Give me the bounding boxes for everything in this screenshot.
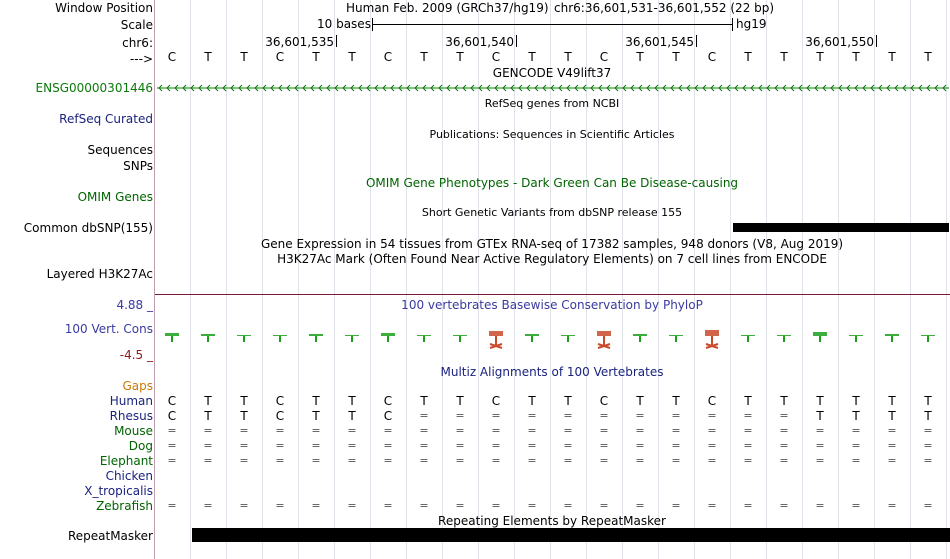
conservation-glyph-icon [301, 328, 331, 352]
alignment-base: = [635, 409, 645, 422]
alignment-base: = [167, 454, 177, 467]
coord-tick-label: 36,601,540 [445, 35, 514, 49]
sequence-base: T [240, 50, 248, 64]
alignment-base: C [491, 394, 501, 408]
alignment-base: = [275, 439, 285, 452]
alignment-base: = [311, 499, 321, 512]
alignment-base: T [564, 394, 572, 408]
h3k27ac-signal-line [155, 294, 950, 295]
species-label[interactable]: Zebrafish [96, 499, 153, 513]
alignment-base: = [203, 499, 213, 512]
alignment-base: = [779, 409, 789, 422]
alignment-base: = [167, 499, 177, 512]
conservation-glyph-icon [625, 328, 655, 352]
alignment-base: = [347, 424, 357, 437]
conservation-glyph-icon [769, 328, 799, 352]
alignment-base: T [888, 409, 896, 423]
alignment-base: C [599, 394, 609, 408]
alignment-base: T [852, 394, 860, 408]
repeatmasker-feature[interactable] [192, 528, 950, 542]
sequence-base: T [204, 50, 212, 64]
alignment-base: = [239, 424, 249, 437]
conservation-glyph-icon [409, 328, 439, 352]
conservation-glyph-icon [913, 328, 943, 352]
gtex-track-title[interactable]: Gene Expression in 54 tissues from GTEx RNA-seq of 17382 samples, 948 donors (V8, Aug 2019) [260, 237, 844, 251]
alignment-base: = [419, 409, 429, 422]
alignment-base: C [167, 409, 177, 423]
sequence-base: C [491, 50, 501, 64]
alignment-base: = [239, 499, 249, 512]
scale-bar-left-cap [372, 18, 373, 31]
conservation-glyph-icon [373, 328, 403, 352]
dbsnp-label[interactable]: Common dbSNP(155) [23, 221, 153, 235]
alignment-base: = [167, 424, 177, 437]
alignment-base: = [383, 499, 393, 512]
alignment-base: = [527, 454, 537, 467]
alignment-base: = [743, 439, 753, 452]
alignment-base: T [528, 394, 536, 408]
sequence-base: C [275, 50, 285, 64]
alignment-base: = [203, 439, 213, 452]
alignment-base: = [923, 454, 933, 467]
alignment-base: = [851, 499, 861, 512]
label-separator [154, 0, 155, 559]
alignment-base: C [275, 409, 285, 423]
sequence-base: T [528, 50, 536, 64]
position-range[interactable]: chr6:36,601,531-36,601,552 (22 bp) [554, 1, 775, 15]
conservation-glyph-icon [157, 328, 187, 352]
conservation-glyph-icon [265, 328, 295, 352]
alignment-base: = [455, 424, 465, 437]
alignment-base: C [383, 394, 393, 408]
sequence-base: T [816, 50, 824, 64]
sequence-base: T [780, 50, 788, 64]
alignment-base: = [887, 499, 897, 512]
alignment-base: = [419, 454, 429, 467]
alignment-base: = [383, 424, 393, 437]
h3k27ac-track-title[interactable]: H3K27Ac Mark (Often Found Near Active Regulatory Elements) on 7 cell lines from ENCODE [277, 252, 827, 266]
alignment-base: = [887, 439, 897, 452]
coord-tick-mark [876, 35, 877, 47]
alignment-base: = [671, 409, 681, 422]
alignment-base: = [707, 439, 717, 452]
alignment-base: = [599, 499, 609, 512]
alignment-base: = [563, 424, 573, 437]
alignment-base: = [563, 499, 573, 512]
alignment-base: T [420, 394, 428, 408]
conservation-glyph-icon [553, 328, 583, 352]
alignment-base: = [203, 454, 213, 467]
assembly-title: Human Feb. 2009 (GRCh37/hg19) [346, 1, 549, 15]
alignment-base: = [743, 454, 753, 467]
alignment-base: T [456, 394, 464, 408]
scale-genome: hg19 [736, 17, 767, 31]
alignment-base: T [780, 394, 788, 408]
gencode-track-title[interactable]: GENCODE V49lift37 [492, 66, 612, 80]
repeatmasker-track-title[interactable]: Repeating Elements by RepeatMasker [438, 514, 666, 528]
conservation-glyph-icon [481, 328, 511, 352]
gencode-gene-feature[interactable] [157, 82, 949, 94]
species-label[interactable]: Human [109, 394, 153, 408]
species-label[interactable]: Mouse [114, 424, 153, 438]
alignment-base: = [563, 454, 573, 467]
alignment-base: T [204, 409, 212, 423]
dbsnp-track-title[interactable]: Short Genetic Variants from dbSNP release 155 [421, 206, 683, 219]
alignment-base: = [923, 424, 933, 437]
conservation-track-title[interactable]: 100 vertebrates Basewise Conservation by PhyloP [401, 298, 703, 312]
conservation-glyph-icon [661, 328, 691, 352]
sequence-base: T [888, 50, 896, 64]
alignment-base: = [275, 424, 285, 437]
species-label[interactable]: Chicken [105, 469, 153, 483]
alignment-base: = [311, 454, 321, 467]
coord-tick-label: 36,601,545 [625, 35, 694, 49]
sequence-base: T [924, 50, 932, 64]
alignment-base: T [744, 394, 752, 408]
multiz-track-title[interactable]: Multiz Alignments of 100 Vertebrates [440, 365, 664, 379]
conservation-glyph-icon [589, 328, 619, 352]
alignment-base: = [167, 439, 177, 452]
alignment-base: = [671, 424, 681, 437]
alignment-base: = [599, 454, 609, 467]
alignment-base: = [599, 424, 609, 437]
alignment-base: = [815, 499, 825, 512]
alignment-base: = [491, 439, 501, 452]
alignment-base: = [383, 439, 393, 452]
sequence-base: T [312, 50, 320, 64]
chrom-label: chr6: [122, 36, 153, 50]
alignment-base: T [348, 394, 356, 408]
sequence-base: T [852, 50, 860, 64]
alignment-base: = [275, 454, 285, 467]
alignment-base: = [347, 454, 357, 467]
alignment-base: = [635, 499, 645, 512]
alignment-base: = [851, 424, 861, 437]
refseq-curated-label[interactable]: RefSeq Curated [59, 112, 153, 126]
sequence-base: C [167, 50, 177, 64]
gaps-label: Gaps [122, 379, 153, 393]
sequence-base: T [564, 50, 572, 64]
alignment-base: = [743, 409, 753, 422]
alignment-base: C [275, 394, 285, 408]
alignment-base: = [455, 439, 465, 452]
conservation-glyph-icon [445, 328, 475, 352]
sequence-base: T [744, 50, 752, 64]
publications-track-title[interactable]: Publications: Sequences in Scientific Articles [429, 128, 675, 141]
alignment-base: = [275, 499, 285, 512]
alignment-base: T [636, 394, 644, 408]
alignment-base: = [635, 454, 645, 467]
alignment-base: T [240, 409, 248, 423]
conservation-glyph-icon [229, 328, 259, 352]
alignment-base: T [312, 409, 320, 423]
alignment-base: = [815, 454, 825, 467]
alignment-base: = [779, 439, 789, 452]
coord-tick-mark [696, 35, 697, 47]
refseq-track-title[interactable]: RefSeq genes from NCBI [484, 97, 620, 110]
alignment-base: = [707, 409, 717, 422]
conservation-glyph-icon [337, 328, 367, 352]
alignment-base: = [635, 439, 645, 452]
conservation-max-label: 4.88 _ [116, 298, 153, 312]
sequence-base: T [636, 50, 644, 64]
conservation-glyph-icon [733, 328, 763, 352]
conservation-glyph-icon [697, 328, 727, 352]
alignment-base: T [348, 409, 356, 423]
coord-tick-label: 36,601,550 [805, 35, 874, 49]
alignment-base: = [923, 499, 933, 512]
species-label[interactable]: Rhesus [109, 409, 153, 423]
alignment-base: = [455, 454, 465, 467]
conservation-glyph-icon [517, 328, 547, 352]
conservation-label[interactable]: 100 Vert. Cons [64, 322, 153, 336]
alignment-base: T [240, 394, 248, 408]
alignment-base: = [527, 439, 537, 452]
alignment-base: = [455, 499, 465, 512]
alignment-base: = [779, 454, 789, 467]
alignment-base: = [239, 454, 249, 467]
alignment-base: = [491, 499, 501, 512]
alignment-base: = [599, 439, 609, 452]
conservation-glyph-icon [805, 328, 835, 352]
alignment-base: C [707, 394, 717, 408]
alignment-base: = [311, 424, 321, 437]
alignment-base: T [816, 409, 824, 423]
species-label[interactable]: X_tropicalis [84, 484, 153, 498]
alignment-base: = [563, 409, 573, 422]
alignment-base: = [491, 424, 501, 437]
gencode-gene-label[interactable]: ENSG00000301446 [35, 81, 153, 95]
repeatmasker-label[interactable]: RepeatMasker [67, 529, 153, 543]
alignment-base: = [743, 424, 753, 437]
conservation-min-label: -4.5 _ [119, 348, 153, 362]
alignment-base: = [491, 454, 501, 467]
window-position-label: Window Position [55, 1, 153, 15]
conservation-glyph-icon [841, 328, 871, 352]
scale-bar-right-cap [732, 18, 733, 31]
h3k27ac-label[interactable]: Layered H3K27Ac [46, 267, 153, 281]
sequences-label[interactable]: Sequences [87, 143, 153, 157]
alignment-base: = [527, 409, 537, 422]
alignment-base: = [563, 439, 573, 452]
species-label[interactable]: Elephant [99, 454, 153, 468]
omim-track-title[interactable]: OMIM Gene Phenotypes - Dark Green Can Be Disease-causing [365, 176, 739, 190]
alignment-base: = [347, 439, 357, 452]
alignment-base: = [383, 454, 393, 467]
alignment-base: C [383, 409, 393, 423]
sequence-base: C [707, 50, 717, 64]
alignment-base: T [204, 394, 212, 408]
omim-genes-label[interactable]: OMIM Genes [77, 190, 153, 204]
alignment-base: = [707, 499, 717, 512]
sequence-base: T [456, 50, 464, 64]
scale-label: Scale [120, 18, 153, 32]
alignment-base: = [779, 424, 789, 437]
alignment-base: = [635, 424, 645, 437]
alignment-base: T [672, 394, 680, 408]
alignment-base: = [815, 439, 825, 452]
alignment-base: T [312, 394, 320, 408]
alignment-base: = [671, 499, 681, 512]
scale-bar-line [372, 24, 733, 25]
alignment-base: = [491, 409, 501, 422]
alignment-base: = [887, 424, 897, 437]
alignment-base: = [599, 409, 609, 422]
scale-bar-label: 10 bases [317, 17, 371, 31]
alignment-base: = [671, 439, 681, 452]
alignment-base: C [167, 394, 177, 408]
snps-label[interactable]: SNPs [123, 159, 153, 173]
alignment-base: = [671, 454, 681, 467]
alignment-base: = [347, 499, 357, 512]
alignment-base: = [311, 439, 321, 452]
alignment-base: = [239, 439, 249, 452]
coord-tick-mark [336, 35, 337, 47]
alignment-base: T [852, 409, 860, 423]
alignment-base: = [707, 454, 717, 467]
alignment-base: = [887, 454, 897, 467]
alignment-base: = [419, 499, 429, 512]
alignment-base: = [527, 499, 537, 512]
sequence-base: T [348, 50, 356, 64]
sequence-base: T [672, 50, 680, 64]
conservation-glyph-icon [877, 328, 907, 352]
conservation-glyph-icon [193, 328, 223, 352]
alignment-base: T [816, 394, 824, 408]
gene-intron-arrows-icon [157, 82, 949, 94]
sequence-base: T [420, 50, 428, 64]
alignment-base: = [815, 424, 825, 437]
species-label[interactable]: Dog [128, 439, 153, 453]
sequence-base: C [599, 50, 609, 64]
alignment-base: = [779, 499, 789, 512]
coord-tick-label: 36,601,535 [265, 35, 334, 49]
alignment-base: T [924, 409, 932, 423]
dbsnp-feature[interactable] [733, 223, 949, 232]
alignment-base: T [888, 394, 896, 408]
alignment-base: T [924, 394, 932, 408]
alignment-base: = [743, 499, 753, 512]
alignment-base: = [419, 439, 429, 452]
strand-label: ---> [129, 52, 153, 66]
alignment-base: = [419, 424, 429, 437]
alignment-base: = [203, 424, 213, 437]
alignment-base: = [923, 439, 933, 452]
alignment-base: = [851, 439, 861, 452]
alignment-base: = [851, 454, 861, 467]
sequence-base: C [383, 50, 393, 64]
alignment-base: = [707, 424, 717, 437]
coord-tick-mark [516, 35, 517, 47]
alignment-base: = [527, 424, 537, 437]
alignment-base: = [455, 409, 465, 422]
